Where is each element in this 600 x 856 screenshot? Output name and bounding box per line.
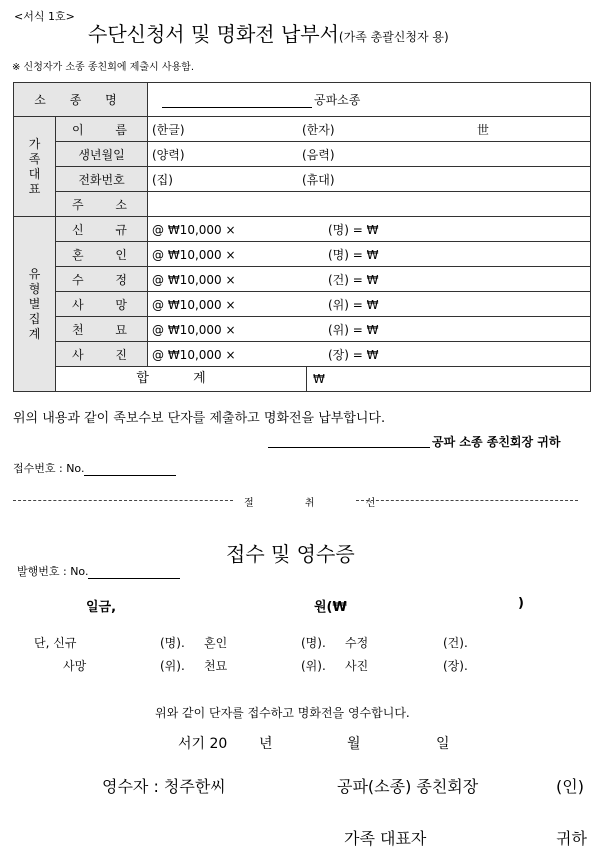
type-summary-group-label: 유 형 별 집 계 [14, 217, 56, 392]
count-new-unit: (명). [160, 636, 185, 650]
usage-note: ※ 신청자가 소종 종친회에 제출시 사용함. [12, 62, 195, 73]
count-new-label: 단, 신규 [34, 636, 77, 650]
receipt-title: 접수 및 영수증 [226, 542, 355, 566]
family-rep-group-label: 가 족 대 표 [14, 117, 56, 217]
type-field-death[interactable]: @ ₩10,000 × (위) = ₩ [148, 292, 591, 317]
count-photo-label: 사진 [345, 659, 369, 673]
address-label: 주 소 [56, 192, 148, 217]
count-reburial-unit: (위). [301, 659, 326, 673]
chairman: 공파(소종) 종친회장 [337, 777, 479, 796]
total-field[interactable]: ₩ [313, 372, 325, 386]
phone-label: 전화번호 [56, 167, 148, 192]
date-year[interactable]: 서기 20 [178, 736, 228, 752]
count-reburial-label: 천묘 [204, 659, 228, 673]
seal-mark[interactable]: (인) [556, 777, 584, 796]
date-year-unit: 년 [259, 736, 273, 752]
type-field-photo[interactable]: @ ₩10,000 × (장) = ₩ [148, 342, 591, 367]
cut-line-label: 절 취 선 [244, 498, 400, 509]
type-field-new[interactable]: @ ₩10,000 × (명) = ₩ [148, 217, 591, 242]
type-field-marriage[interactable]: @ ₩10,000 × (명) = ₩ [148, 242, 591, 267]
cut-line-left [13, 500, 233, 501]
cut-line-right [356, 500, 578, 501]
date-day[interactable]: 일 [436, 736, 450, 752]
form-title: 수단신청서 및 명화전 납부서(가족 총괄신청자 용) [88, 22, 449, 46]
count-correction-label: 수정 [345, 636, 369, 650]
birthdate-label: 생년월일 [56, 142, 148, 167]
name-field[interactable]: (한글) (한자) 世 [148, 117, 591, 142]
issue-number[interactable]: 발행번호 : No. [17, 563, 180, 579]
amount-label: 일금, [86, 600, 117, 615]
form-number: <서식 1호> [14, 10, 75, 23]
count-death-unit: (위). [160, 659, 185, 673]
address-field[interactable] [148, 192, 591, 217]
type-field-reburial[interactable]: @ ₩10,000 × (위) = ₩ [148, 317, 591, 342]
amount-won[interactable]: 원(₩ [314, 600, 347, 615]
generation-mark: 世 [477, 122, 490, 137]
amount-close: ) [518, 596, 524, 611]
family-representative: 가족 대표자 [344, 829, 427, 848]
type-label-reburial: 천 묘 [56, 317, 148, 342]
type-label-photo: 사 진 [56, 342, 148, 367]
submission-statement: 위의 내용과 같이 족보수보 단자를 제출하고 명화전을 납부합니다. [13, 411, 386, 426]
type-label-death: 사 망 [56, 292, 148, 317]
receipt-confirmation: 위와 같이 단자를 접수하고 명화전을 영수합니다. [155, 706, 410, 720]
clan-name-field[interactable]: 공파소종 [148, 83, 591, 117]
signature-line[interactable] [268, 447, 430, 448]
form-subtitle: (가족 총괄신청자 용) [338, 30, 449, 44]
count-correction-unit: (건). [443, 636, 468, 650]
type-label-correction: 수 정 [56, 267, 148, 292]
total-label: 합 계 [56, 367, 307, 391]
type-field-correction[interactable]: @ ₩10,000 × (건) = ₩ [148, 267, 591, 292]
count-photo-unit: (장). [443, 659, 468, 673]
receipt-number[interactable]: 접수번호 : No. [13, 460, 176, 476]
application-table [13, 82, 591, 392]
phone-field[interactable]: (집) (휴대) [148, 167, 591, 192]
name-label: 이 름 [56, 117, 148, 142]
count-marriage-unit: (명). [301, 636, 326, 650]
count-marriage-label: 혼인 [204, 636, 228, 650]
birthdate-field[interactable]: (양력) (음력) [148, 142, 591, 167]
addressee: 공파 소종 종친회장 귀하 [432, 435, 561, 449]
clan-name-label: 소 종 명 [14, 83, 148, 117]
type-label-new: 신 규 [56, 217, 148, 242]
type-label-marriage: 혼 인 [56, 242, 148, 267]
receiver: 영수자 : 청주한씨 [102, 777, 226, 796]
date-month[interactable]: 월 [347, 736, 361, 752]
honorific: 귀하 [556, 829, 587, 848]
total-row [56, 367, 591, 392]
count-death-label: 사망 [63, 659, 87, 673]
